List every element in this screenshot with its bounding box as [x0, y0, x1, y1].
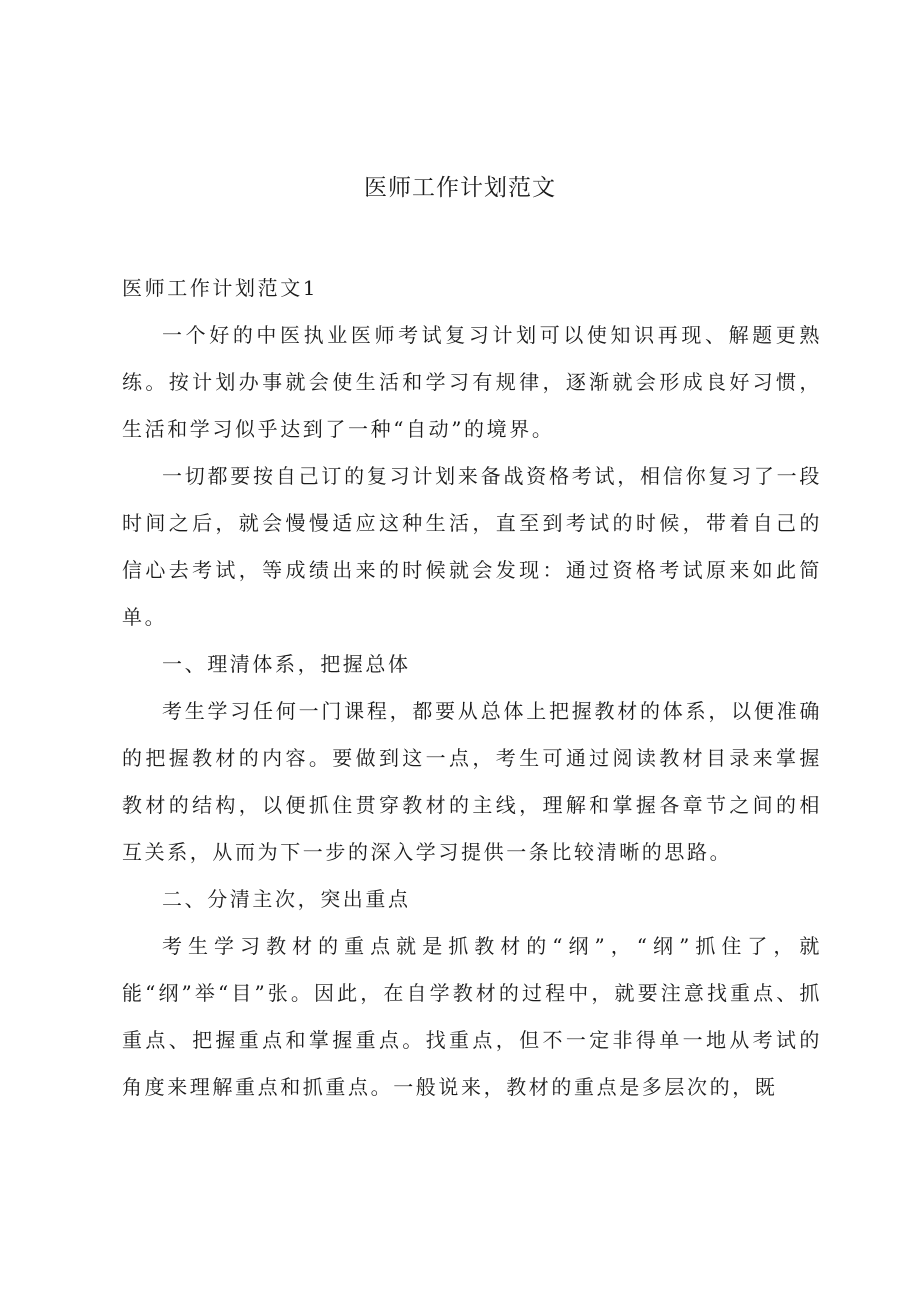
- subheading: 二、分清主次，突出重点: [162, 887, 411, 911]
- document-body: [122, 265, 822, 1111]
- subheading: 一、理清体系，把握总体: [162, 652, 411, 676]
- paragraph: 考生学习任何一门课程，都要从总体上把握教材的体系，以便准确的把握教材的内容。要做到这一点，考生可通过阅读教材目录来掌握教材的结构，以便抓住贯穿教材的主线，理解和掌握各章节之间的相互关系，从而为下一步的深入学习提供一条比较清晰的思路。: [122, 699, 822, 864]
- paragraph: 一切都要按自己订的复习计划来备战资格考试，相信你复习了一段时间之后，就会慢慢适应这种生活，直至到考试的时候，带着自己的信心去考试，等成绩出来的时候就会发现：通过资格考试原来如此简单。: [122, 464, 822, 629]
- section-title: 医师工作计划范文1: [122, 276, 319, 300]
- paragraph: 一个好的中医执业医师考试复习计划可以使知识再现、解题更熟练。按计划办事就会使生活和学习有规律，逐渐就会形成良好习惯，生活和学习似乎达到了一种“自动”的境界。: [122, 323, 822, 441]
- paragraph: 考生学习教材的重点就是抓教材的“纲”，“纲”抓住了，就能“纲”举“目”张。因此，在自学教材的过程中，就要注意找重点、抓重点、把握重点和掌握重点。找重点，但不一定非得单一地从考试的角度来理解重点和抓重点。一般说来，教材的重点是多层次的，既: [122, 934, 822, 1099]
- document-title: 医师工作计划范文: [364, 175, 556, 201]
